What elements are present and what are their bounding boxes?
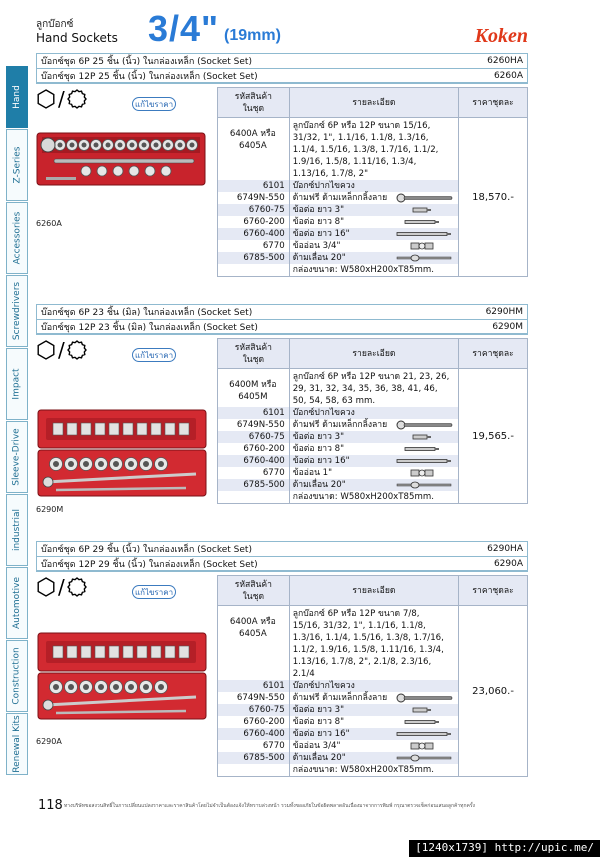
- product-code: 6290A: [493, 558, 523, 569]
- item-description-cell: [289, 204, 458, 216]
- product-code: 6290HM: [485, 307, 523, 317]
- item-description-row: [293, 740, 455, 752]
- item-description: ข้อต่อ ยาว 8": [292, 217, 345, 227]
- item-description-cell: [289, 443, 458, 455]
- item-description: บ๊อกซ์ปากไขควง: [292, 408, 355, 418]
- page-footer: [38, 796, 538, 816]
- extension-bar-icon: [395, 717, 455, 727]
- product-section: [36, 304, 528, 514]
- extension-bar-icon: [395, 705, 455, 715]
- universal-joint-icon: [395, 468, 455, 478]
- item-description-row: [293, 407, 455, 419]
- product-name: บ๊อกซ์ชุด 12P 25 ชิ้น (นิ้ว) ในกล่องเหล็ก (Socket Set): [41, 71, 258, 82]
- item-description: ข้อต่อ ยาว 3": [292, 705, 345, 715]
- item-description-cell: [289, 407, 458, 419]
- item-description-cell: [289, 455, 458, 467]
- product-name: บ๊อกซ์ชุด 12P 29 ชิ้น (นิ้ว) ในกล่องเหล็ก (Socket Set): [41, 559, 258, 570]
- product-code: 6290M: [492, 321, 523, 332]
- spec-table: [217, 87, 528, 277]
- item-description: บ๊อกซ์ปากไขควง: [292, 681, 355, 691]
- six-point-socket-icon: [36, 577, 56, 597]
- header-detail: รายละเอียด: [289, 88, 458, 118]
- tab-sleeve-drive[interactable]: [6, 421, 28, 493]
- tab-label: Renewal Kits: [12, 715, 22, 773]
- item-description-row: [293, 716, 455, 728]
- header-code: รหัสสินค้า ในชุด: [218, 576, 290, 606]
- item-code: 6760-400: [218, 728, 290, 740]
- product-title-row: [36, 304, 528, 319]
- tab-label: Sleeve-Drive: [12, 428, 22, 486]
- page-header: [36, 8, 528, 58]
- product-title-row: [36, 53, 528, 68]
- slash-separator: /: [58, 338, 65, 362]
- header-code: รหัสสินค้า ในชุด: [218, 339, 290, 369]
- item-code: 6101: [218, 680, 290, 692]
- product-title-block: [36, 541, 528, 572]
- price-updated-badge: แก้ไขราคา: [132, 97, 176, 111]
- tab-accessories[interactable]: [6, 202, 28, 274]
- item-description: ลูกบ๊อกซ์ 6P หรือ 12P ขนาด 15/16, 31/32, 1", 1.1/16, 1.1/8, 1.3/16, 1.1/4, 1.5/16, 1.3/8, 1.7/16, 1.1/2, 1.9/16, 1.5/8, 1.11/16, 1.3/4, 1.13/16, 1.7/8, 2": [292, 121, 439, 179]
- item-description-cell: [289, 216, 458, 228]
- item-description: ข้อต่อ ยาว 16": [292, 729, 350, 739]
- item-description-cell: [289, 740, 458, 752]
- product-title-row: [36, 319, 528, 334]
- product-title-row: [36, 556, 528, 571]
- item-description-row: [293, 491, 455, 503]
- sliding-t-bar-icon: [395, 253, 455, 263]
- table-row: [218, 369, 528, 408]
- item-description-cell: [289, 491, 458, 504]
- twelve-point-socket-icon: [67, 340, 87, 360]
- item-description-cell: [289, 680, 458, 692]
- item-description-row: [293, 419, 455, 431]
- item-code: 6770: [218, 467, 290, 479]
- universal-joint-icon: [395, 241, 455, 251]
- item-description-cell: [289, 752, 458, 764]
- item-code: 6770: [218, 240, 290, 252]
- item-description-row: [293, 228, 455, 240]
- twelve-point-socket-icon: [67, 89, 87, 109]
- item-description-cell: [289, 252, 458, 264]
- product-title-row: [36, 68, 528, 83]
- header-english-title: Hand Sockets: [36, 31, 118, 45]
- item-code: 6749N-550: [218, 692, 290, 704]
- tab-label: Accessories: [12, 211, 22, 265]
- item-code: 6760-200: [218, 716, 290, 728]
- item-description-row: [293, 704, 455, 716]
- tab-renewal-kits[interactable]: [6, 713, 28, 775]
- tab-label: Impact: [12, 368, 23, 400]
- item-code: 6101: [218, 407, 290, 419]
- item-description-row: [293, 455, 455, 467]
- extension-bar-icon: [395, 456, 455, 466]
- item-description-row: [293, 431, 455, 443]
- twelve-point-socket-icon: [67, 577, 87, 597]
- item-description-row: [293, 120, 455, 180]
- item-description-row: [293, 443, 455, 455]
- item-code: 6785-500: [218, 752, 290, 764]
- product-photo: [36, 631, 208, 721]
- item-description-cell: [289, 369, 458, 408]
- item-description-cell: [289, 264, 458, 277]
- item-code: 6785-500: [218, 252, 290, 264]
- item-description-cell: [289, 467, 458, 479]
- set-price: 23,060.-: [459, 606, 528, 777]
- item-description-row: [293, 479, 455, 491]
- item-description-row: [293, 680, 455, 692]
- slash-separator: /: [58, 575, 65, 599]
- item-code: 6760-75: [218, 431, 290, 443]
- product-name: บ๊อกซ์ชุด 6P 29 ชิ้น (นิ้ว) ในกล่องเหล็ก (Socket Set): [41, 545, 252, 555]
- item-description: ด้ามฟรี ด้ามเหล็กกลิ้งลาย: [292, 193, 388, 203]
- item-description: ข้อต่อ ยาว 16": [292, 456, 350, 466]
- item-description: กล่องขนาด: W580xH200xT85mm.: [292, 765, 434, 775]
- item-description: ด้ามเลื่อน 20": [292, 253, 346, 263]
- price-updated-badge: แก้ไขราคา: [132, 585, 176, 599]
- item-description-cell: [289, 704, 458, 716]
- item-description: ลูกบ๊อกซ์ 6P หรือ 12P ขนาด 21, 23, 26, 29, 31, 32, 34, 35, 36, 38, 41, 46, 50, 54, 58, 63 mm.: [292, 372, 450, 406]
- item-description-cell: [289, 180, 458, 192]
- item-code: 6770: [218, 740, 290, 752]
- item-description-cell: [289, 419, 458, 431]
- tab-z-series[interactable]: [6, 129, 28, 201]
- table-row: [218, 606, 528, 681]
- item-description-row: [293, 608, 455, 680]
- product-title-row: [36, 541, 528, 556]
- product-name: บ๊อกซ์ชุด 12P 23 ชิ้น (มิล) ในกล่องเหล็ก (Socket Set): [41, 322, 258, 333]
- item-code: [218, 491, 290, 504]
- item-code: 6400A หรือ 6405A: [218, 118, 290, 181]
- item-description-cell: [289, 764, 458, 777]
- item-description-row: [293, 467, 455, 479]
- product-title-block: [36, 304, 528, 335]
- tab-label: Screwdrivers: [12, 281, 23, 341]
- socket-type-symbols: [36, 577, 87, 597]
- item-description-cell: [289, 228, 458, 240]
- item-description: ข้อต่อ ยาว 16": [292, 229, 350, 239]
- item-code: 6760-75: [218, 204, 290, 216]
- item-description: ข้ออ่อน 3/4": [292, 241, 341, 251]
- tab-label: Construction: [12, 647, 22, 705]
- item-description-row: [293, 252, 455, 264]
- item-code: 6400M หรือ 6405M: [218, 369, 290, 408]
- tab-label: Automotive: [12, 576, 22, 630]
- item-code: [218, 264, 290, 277]
- extension-bar-icon: [395, 444, 455, 454]
- brand-logo: Koken: [474, 25, 528, 47]
- header-size: 3/4": [148, 8, 220, 49]
- item-code: 6785-500: [218, 479, 290, 491]
- table-header-row: [218, 576, 528, 606]
- extension-bar-icon: [395, 432, 455, 442]
- item-description: ด้ามเลื่อน 20": [292, 753, 346, 763]
- item-code: 6760-400: [218, 455, 290, 467]
- item-description-row: [293, 764, 455, 776]
- photo-caption: 6290M: [36, 505, 64, 514]
- header-size-mm: (19mm): [224, 27, 281, 44]
- tab-industrial[interactable]: [6, 494, 28, 566]
- item-code: 6760-200: [218, 443, 290, 455]
- extension-bar-icon: [395, 729, 455, 739]
- six-point-socket-icon: [36, 89, 56, 109]
- item-code: 6749N-550: [218, 419, 290, 431]
- socket-type-symbols: [36, 340, 87, 360]
- photo-caption: 6290A: [36, 737, 62, 746]
- item-code: 6101: [218, 180, 290, 192]
- page-number: 118: [38, 798, 63, 813]
- table-header-row: [218, 88, 528, 118]
- item-description-cell: [289, 692, 458, 704]
- extension-bar-icon: [395, 205, 455, 215]
- tab-label: Hand: [12, 85, 23, 109]
- tab-automotive[interactable]: [6, 567, 28, 639]
- item-description: ข้ออ่อน 3/4": [292, 741, 341, 751]
- item-description: ข้อต่อ ยาว 8": [292, 444, 345, 454]
- footer-note: ทางบริษัทขอสงวนสิทธิ์ในการเปลี่ยนแปลงราคาและราคาสินค้าโดยไม่จำเป็นต้องแจ้งให้ทราบล่วงหน้า รวมทั้งขออภัยในข้อผิดพลาดอันเนื่องมาจากการพิมพ์ กรุณาตรวจเช็คก่อนเสนอลูกค้าทุกครั้ง: [64, 803, 475, 809]
- slash-separator: /: [58, 87, 65, 111]
- product-name: บ๊อกซ์ชุด 6P 25 ชิ้น (นิ้ว) ในกล่องเหล็ก (Socket Set): [41, 57, 252, 67]
- sliding-t-bar-icon: [395, 480, 455, 490]
- header-price: ราคาชุดละ: [459, 88, 528, 118]
- header-detail: รายละเอียด: [289, 339, 458, 369]
- product-section: [36, 53, 528, 275]
- product-photo: [36, 127, 208, 189]
- header-price: ราคาชุดละ: [459, 339, 528, 369]
- item-description-row: [293, 264, 455, 276]
- photo-caption: 6260A: [36, 219, 62, 228]
- item-description-row: [293, 216, 455, 228]
- item-description: ลูกบ๊อกซ์ 6P หรือ 12P ขนาด 7/8, 15/16, 31/32, 1", 1.1/16, 1.1/8, 1.3/16, 1.1/4, 1.5/16, 1.3/8, 1.7/16, 1.1/2, 1.9/16, 1.5/8, 1.11/16, 1.3/4, 1.13/16, 1.7/8, 2", 2.1/8, 2.3/16, 2.1/4: [292, 609, 444, 679]
- product-photo: [36, 408, 208, 498]
- item-description-cell: [289, 240, 458, 252]
- ratchet-handle-icon: [395, 693, 455, 703]
- item-code: 6760-400: [218, 228, 290, 240]
- six-point-socket-icon: [36, 340, 56, 360]
- item-description-cell: [289, 118, 458, 181]
- item-description-row: [293, 240, 455, 252]
- product-section: [36, 541, 528, 775]
- item-description-row: [293, 692, 455, 704]
- spec-table: [217, 575, 528, 777]
- tab-label: industrial: [12, 508, 22, 552]
- item-description-cell: [289, 728, 458, 740]
- item-description: ด้ามฟรี ด้ามเหล็กกลิ้งลาย: [292, 693, 388, 703]
- tab-label: Z-Series: [12, 146, 22, 184]
- item-description-cell: [289, 431, 458, 443]
- table-header-row: [218, 339, 528, 369]
- tab-hand[interactable]: [6, 66, 28, 128]
- product-title-block: [36, 53, 528, 84]
- item-description: กล่องขนาด: W580xH200xT85mm.: [292, 492, 434, 502]
- watermark-text: [1240x1739] http://upic.me/: [409, 840, 600, 857]
- table-row: [218, 118, 528, 181]
- item-description: กล่องขนาด: W580xH200xT85mm.: [292, 265, 434, 275]
- item-description: ข้ออ่อน 1": [292, 468, 333, 478]
- item-code: 6400A หรือ 6405A: [218, 606, 290, 681]
- spec-table: [217, 338, 528, 504]
- sliding-t-bar-icon: [395, 753, 455, 763]
- item-description-row: [293, 371, 455, 407]
- item-description-cell: [289, 716, 458, 728]
- header-code: รหัสสินค้า ในชุด: [218, 88, 290, 118]
- header-thai-title: ลูกบ๊อกซ์: [36, 19, 74, 30]
- product-name: บ๊อกซ์ชุด 6P 23 ชิ้น (มิล) ในกล่องเหล็ก (Socket Set): [41, 308, 253, 318]
- extension-bar-icon: [395, 229, 455, 239]
- item-code: [218, 764, 290, 777]
- product-code: 6260A: [493, 70, 523, 81]
- product-code: 6260HA: [487, 56, 523, 66]
- item-description: ข้อต่อ ยาว 3": [292, 432, 345, 442]
- product-code: 6290HA: [487, 544, 523, 554]
- tab-screwdrivers[interactable]: [6, 275, 28, 347]
- item-code: 6760-75: [218, 704, 290, 716]
- item-description-row: [293, 180, 455, 192]
- item-description-row: [293, 728, 455, 740]
- item-description: บ๊อกซ์ปากไขควง: [292, 181, 355, 191]
- ratchet-handle-icon: [395, 193, 455, 203]
- item-description-cell: [289, 479, 458, 491]
- item-description-row: [293, 752, 455, 764]
- tab-construction[interactable]: [6, 640, 28, 712]
- ratchet-handle-icon: [395, 420, 455, 430]
- item-description: ข้อต่อ ยาว 8": [292, 717, 345, 727]
- item-description: ด้ามฟรี ด้ามเหล็กกลิ้งลาย: [292, 420, 388, 430]
- item-description: ด้ามเลื่อน 20": [292, 480, 346, 490]
- universal-joint-icon: [395, 741, 455, 751]
- socket-type-symbols: [36, 89, 87, 109]
- item-code: 6749N-550: [218, 192, 290, 204]
- extension-bar-icon: [395, 217, 455, 227]
- tab-impact[interactable]: [6, 348, 28, 420]
- item-description-row: [293, 192, 455, 204]
- item-description-row: [293, 204, 455, 216]
- header-price: ราคาชุดละ: [459, 576, 528, 606]
- item-description-cell: [289, 606, 458, 681]
- item-description: ข้อต่อ ยาว 3": [292, 205, 345, 215]
- price-updated-badge: แก้ไขราคา: [132, 348, 176, 362]
- item-description-cell: [289, 192, 458, 204]
- header-detail: รายละเอียด: [289, 576, 458, 606]
- set-price: 19,565.-: [459, 369, 528, 504]
- set-price: 18,570.-: [459, 118, 528, 277]
- item-code: 6760-200: [218, 216, 290, 228]
